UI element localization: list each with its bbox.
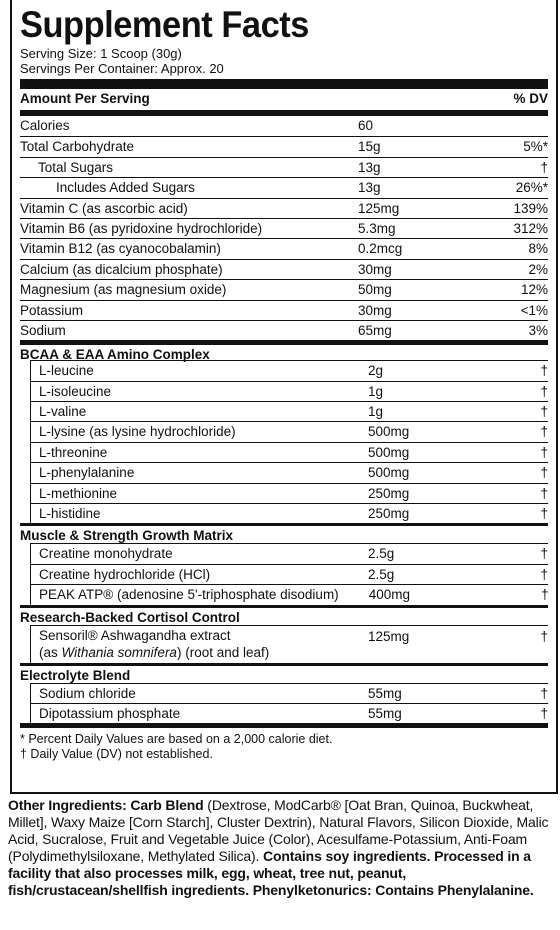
nutrient-name-text: Vitamin B6 (as pyridoxine hydrochloride) [20, 220, 263, 236]
nutrient-amount: 1g [368, 404, 384, 420]
servings-per-container: Servings Per Container: Approx. 20 [20, 61, 224, 76]
nutrient-dv: † [540, 159, 548, 175]
nutrient-amount: 5.3mg [358, 220, 396, 236]
nutrient-dv: 312% [513, 220, 548, 236]
nutrient-name-text: L-leucine [39, 363, 94, 379]
nutrient-dv: 2% [528, 261, 548, 277]
nutrient-name-text: L-threonine [39, 444, 108, 460]
nutrient-name-text: Vitamin B12 (as cyanocobalamin) [20, 241, 221, 257]
nutrient-name [31, 484, 338, 504]
nutrient-amount: 125mg [358, 200, 400, 216]
footnotes [20, 723, 548, 762]
nutrient-dv: † [540, 685, 548, 701]
nutrient-name [31, 422, 338, 442]
blend-group [30, 360, 548, 523]
nutrient-dv: <1% [520, 302, 548, 318]
nutrient-amount: 2.5g [368, 546, 395, 562]
nutrient-dv [444, 116, 548, 136]
nutrient-name [31, 704, 338, 724]
nutrient-name-text: L-phenylalanine [39, 465, 135, 481]
nutrient-amount: 55mg [368, 685, 402, 701]
nutrient-name [31, 463, 338, 483]
nutrient-dv: 139% [513, 200, 548, 216]
blend-list [20, 340, 548, 723]
nutrient-amount: 30mg [358, 261, 392, 277]
nutrient-dv: † [540, 363, 548, 379]
blend-title: Electrolyte Blend [20, 663, 548, 683]
nutrient-dv: † [540, 546, 548, 562]
nutrient-amount: 0.2mcg [358, 241, 403, 257]
nutrient-amount: 15g [358, 139, 381, 155]
nutrient-amount: 400mg [368, 587, 410, 603]
nutrient-dv: 5%* [523, 139, 548, 155]
serving-size: Serving Size: 1 Scoop (30g) [20, 46, 182, 61]
nutrient-name [20, 199, 328, 219]
nutrient-row [31, 625, 548, 663]
nutrient-row [31, 584, 548, 604]
nutrient-name [20, 321, 328, 341]
nutrient-name-line2: (as [39, 644, 62, 660]
nutrient-dv: 26%* [515, 180, 548, 196]
dv-label: % DV [513, 91, 548, 106]
ingredients-label: Other Ingredients: Carb Blend [8, 797, 204, 813]
nutrient-dv: 8% [528, 241, 548, 257]
thick-divider [20, 79, 548, 89]
nutrient-name [31, 627, 338, 663]
nutrient-name [20, 301, 328, 321]
blend-group [30, 625, 548, 663]
nutrient-row [20, 198, 548, 218]
nutrient-dv: † [540, 424, 548, 440]
nutrient-name-text: Magnesium (as magnesium oxide) [20, 282, 227, 298]
nutrient-name [31, 504, 338, 524]
nutrient-name [20, 137, 328, 157]
nutrient-name [31, 382, 338, 402]
nutrient-name-text: L-histidine [39, 506, 101, 522]
nutrient-name-text: L-valine [39, 404, 87, 420]
nutrient-name-text: Dipotassium phosphate [39, 705, 181, 721]
nutrient-name-text: Calcium (as dicalcium phosphate) [20, 261, 223, 277]
supplement-facts-panel [10, 0, 558, 794]
nutrient-row [31, 543, 548, 563]
nutrient-name-text: L-isoleucine [39, 383, 112, 399]
nutrient-name-text: Sensoril® Ashwagandha extract [39, 627, 231, 643]
nutrient-name [20, 239, 328, 259]
nutrient-dv: † [541, 587, 549, 603]
nutrient-amount: 1g [368, 383, 384, 399]
nutrient-name [20, 178, 328, 198]
nutrient-name-text: Vitamin C (as ascorbic acid) [20, 200, 188, 216]
nutrient-name-text: Creatine hydrochloride (HCl) [39, 566, 211, 582]
nutrient-name-text: Total Sugars [38, 159, 114, 175]
nutrient-amount: 13g [358, 180, 381, 196]
nutrient-name-text: Potassium [20, 302, 84, 318]
nutrient-name-text: Includes Added Sugars [56, 180, 195, 196]
nutrient-dv: † [540, 383, 548, 399]
nutrient-name [31, 544, 338, 564]
nutrient-row [31, 503, 548, 523]
nutrient-row [20, 238, 548, 258]
nutrient-row [31, 442, 548, 462]
nutrient-dv: † [540, 465, 548, 481]
nutrient-row [20, 259, 548, 279]
nutrient-row [31, 683, 548, 703]
amount-per-serving-label: Amount Per Serving [20, 91, 150, 106]
nutrient-name-text: L-lysine (as lysine hydrochloride) [39, 424, 236, 440]
nutrient-name-text: Sodium [20, 322, 66, 338]
pku-statement: Phenylketonurics: Contains Phenylalanine. [252, 882, 534, 898]
nutrient-row [20, 320, 548, 340]
nutrient-row [31, 462, 548, 482]
nutrient-amount: 500mg [368, 465, 410, 481]
blend-group [30, 543, 548, 604]
nutrient-row [31, 381, 548, 401]
nutrient-row [31, 360, 548, 380]
nutrient-amount: 500mg [368, 444, 410, 460]
nutrient-name-text: Total Carbohydrate [20, 139, 135, 155]
nutrient-name-text: L-methionine [39, 485, 118, 501]
allergen-statement: Contains soy ingredients. Processed in a facility that also processes milk, egg, wheat, tree nut, peanut, fish/crustacean/shellfish ingredients. [8, 848, 531, 898]
nutrient-amount: 50mg [358, 282, 392, 298]
nutrient-amount: 250mg [368, 485, 410, 501]
nutrient-amount: 250mg [368, 506, 410, 522]
nutrient-name [20, 219, 328, 239]
nutrient-name [31, 361, 338, 381]
nutrient-dv: † [540, 566, 548, 582]
blend-title: BCAA & EAA Amino Complex [20, 340, 548, 360]
nutrient-amount: 2.5g [368, 566, 395, 582]
nutrient-name [31, 585, 339, 605]
nutrient-name [20, 116, 328, 136]
nutrient-row [31, 703, 548, 723]
blend-title: Muscle & Strength Growth Matrix [20, 523, 548, 543]
nutrient-row [20, 300, 548, 320]
nutrient-row [20, 136, 548, 156]
nutrient-row [31, 421, 548, 441]
nutrient-dv: † [540, 444, 548, 460]
nutrient-dv: † [540, 404, 548, 420]
amount-header [20, 89, 548, 116]
nutrient-row [31, 564, 548, 584]
botanical-name: Withania somnifera [61, 644, 177, 660]
nutrient-name-line2-end: ) (root and leaf) [176, 644, 270, 660]
nutrient-row [20, 177, 548, 197]
nutrient-name-text: Sodium chloride [39, 685, 136, 701]
nutrient-list [20, 116, 548, 340]
nutrient-name [20, 158, 328, 178]
nutrient-row [20, 116, 548, 136]
blend-title: Research-Backed Cortisol Control [20, 605, 548, 625]
nutrient-row [20, 218, 548, 238]
nutrient-row [20, 279, 548, 299]
nutrient-dv: † [540, 628, 548, 644]
nutrient-amount: 13g [358, 159, 381, 175]
nutrient-row [20, 157, 548, 177]
ingredients-text: (Dextrose, ModCarb® [Oat Bran, Quinoa, Buckwheat, Millet], Waxy Maize [Corn Starch], Cluster Dextrin), Natural Flavors, Silicon Dioxide, Malic Acid, Sucralose, Fruit and Vegetable Juice (Color), Acesulfame-Potassium, Anti-Foam (Polydimethylsiloxane, Methylated Silica). [8, 797, 549, 864]
nutrient-row [31, 483, 548, 503]
nutrient-name [31, 565, 338, 585]
other-ingredients [8, 797, 556, 899]
nutrient-amount: 30mg [358, 302, 392, 318]
blend-group [30, 683, 548, 724]
footnote-dagger: † Daily Value (DV) not established. [20, 747, 213, 762]
nutrient-amount: 125mg [368, 628, 410, 644]
nutrient-dv: 12% [520, 282, 548, 298]
nutrient-amount: 2g [368, 363, 384, 379]
nutrient-amount: 65mg [358, 322, 392, 338]
nutrient-name [20, 280, 328, 300]
nutrient-row [31, 401, 548, 421]
nutrient-name-text: Creatine monohydrate [39, 546, 173, 562]
nutrient-amount: 55mg [368, 705, 402, 721]
nutrient-name [31, 443, 338, 463]
nutrient-dv: † [540, 485, 548, 501]
nutrient-dv: † [540, 705, 548, 721]
nutrient-name [31, 402, 338, 422]
nutrient-dv: † [540, 506, 548, 522]
panel-title: Supplement Facts [20, 4, 309, 45]
nutrient-dv: 3% [528, 322, 548, 338]
nutrient-name-text: PEAK ATP® (adenosine 5'-triphosphate disodium) [39, 587, 339, 603]
footnote-dv: * Percent Daily Values are based on a 2,000 calorie diet. [20, 732, 333, 747]
nutrient-name [20, 260, 328, 280]
nutrient-amount: 60 [358, 118, 374, 133]
nutrient-name-text: Calories [20, 118, 70, 133]
nutrient-name [31, 684, 338, 704]
nutrient-amount: 500mg [368, 424, 410, 440]
